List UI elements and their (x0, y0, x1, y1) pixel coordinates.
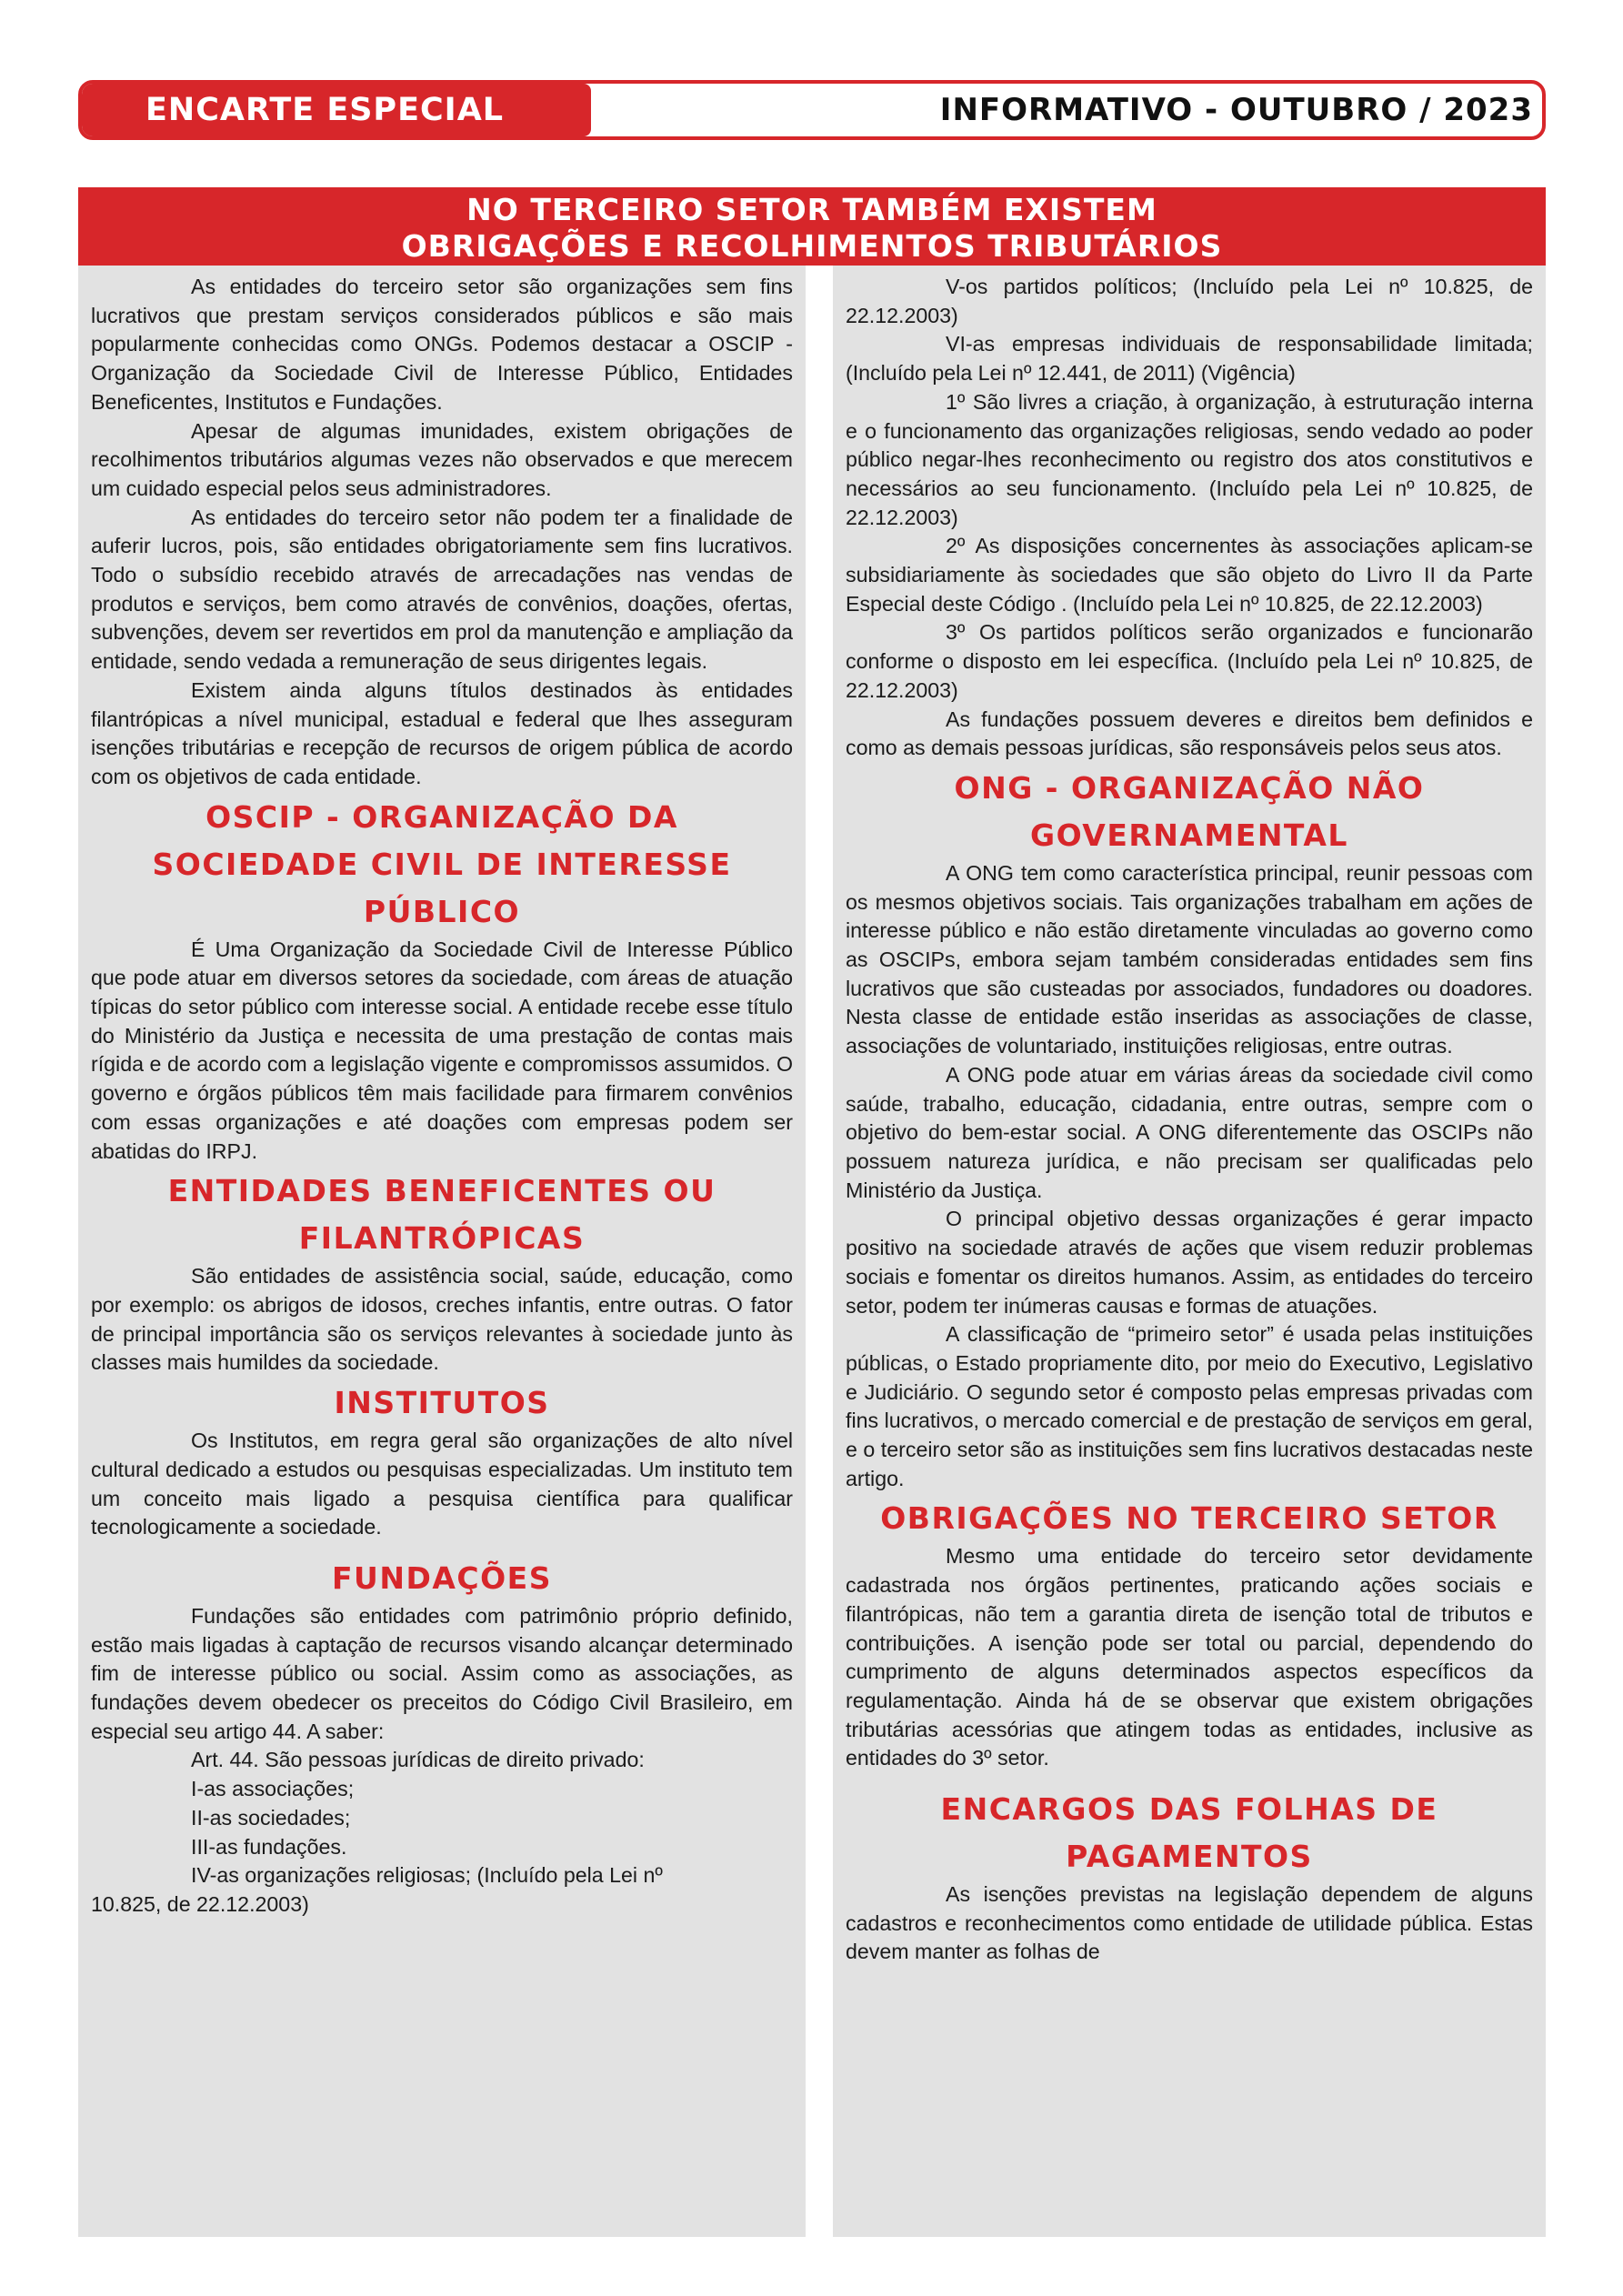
heading-line: SOCIEDADE CIVIL DE INTERESSE (152, 846, 732, 882)
paragraph: 2º As disposições concernentes às associações aplicam-se subsidiariamente às sociedades que são objeto do Livro II da Parte Especial deste Código . (Incluído pela Lei nº 10.825, de 22.12.2003) (846, 534, 1533, 616)
section-heading-institutos: INSTITUTOS (334, 1385, 550, 1421)
law-article-line: Art. 44. São pessoas jurídicas de direito privado: (191, 1748, 645, 1772)
paragraph: São entidades de assistência social, saúde, educação, como por exemplo: os abrigos de idosos, creches infantis, entre outras. O fator de principal importância são os serviços relevantes à sociedade junto às classes mais humildes da sociedade. (91, 1264, 793, 1375)
heading-line: FILANTRÓPICAS (298, 1220, 586, 1257)
paragraph: Os Institutos, em regra geral são organizações de alto nível cultural dedicado a estudos ou pesquisas especializadas. Um instituto tem um conceito mais ligado a pesquisa científica para qualificar tecnologicamente a sociedade. (91, 1429, 793, 1539)
section-heading-beneficentes (91, 1168, 793, 1262)
section-heading-encargos (846, 1786, 1533, 1880)
section-heading-oscip (91, 794, 793, 936)
law-article-line: I-as associações; (191, 1777, 355, 1801)
paragraph: 1º São livres a criação, à organização, à estruturação interna e o funcionamento das organizações religiosas, sendo vedado ao poder público negar-lhes reconhecimento ou registro dos atos constitutivos e necessários ao seu funcionamento. (Incluído pela Lei nº 10.825, de 22.12.2003) (846, 389, 1533, 529)
paragraph: As isenções previstas na legislação dependem de alguns cadastros e reconhecimentos como entidade de utilidade pública. Estas devem manter as folhas de (846, 1882, 1533, 1964)
paragraph: V-os partidos políticos; (Incluído pela Lei nº 10.825, de 22.12.2003) (846, 275, 1533, 327)
article-title-line-1: NO TERCEIRO SETOR TAMBÉM EXISTEM (466, 192, 1157, 227)
paragraph: As entidades do terceiro setor não podem ter a finalidade de auferir lucros, pois, são entidades obrigatoriamente sem fins lucrativos. Todo o subsídio recebido através de arrecadações nas vendas de produtos e serviços, bem como através de convênios, doações, ofertas, subvenções, devem ser revertidos em prol da manutenção e ampliação da entidade, sendo vedada a remuneração de seus dirigentes legais. (91, 505, 793, 674)
heading-line: ONG - ORGANIZAÇÃO NÃO (954, 769, 1425, 806)
paragraph: Existem ainda alguns títulos destinados às entidades filantrópicas a nível municipal, estadual e federal que lhes asseguram isenções tributárias e recepção de recursos de origem pública de acordo com os objetivos de cada entidade. (91, 677, 793, 788)
law-article-line: IV-as organizações religiosas; (Incluído pela Lei nº (191, 1863, 663, 1888)
paragraph: Mesmo uma entidade do terceiro setor devidamente cadastrada nos órgãos pertinentes, praticando ações sociais e filantrópicas, não tem a garantia direta de isenção total de tributos e contribuições. A isenção pode ser total ou parcial, dependendo do cumprimento de alguns determinados aspectos específicos da regulamentação. Ainda há de se observar que existem obrigações tributárias acessórias que atingem todas as entidades, inclusive as entidades do 3º setor. (846, 1544, 1533, 1770)
paragraph: A classificação de “primeiro setor” é usada pelas instituições públicas, o Estado propriamente dito, por meio do Executivo, Legislativo e Judiciário. O segundo setor é composto pelas empresas privadas com fins lucrativos, o mercado comercial e de prestação de serviços em geral, e o terceiro setor são as instituições sem fins lucrativos destacadas neste artigo. (846, 1322, 1533, 1490)
header-issue-label: INFORMATIVO - OUTUBRO / 2023 (939, 92, 1533, 128)
header-section-label: ENCARTE ESPECIAL (82, 84, 591, 136)
heading-line: OSCIP - ORGANIZAÇÃO DA (205, 798, 678, 835)
paragraph: A ONG pode atuar em várias áreas da sociedade civil como saúde, trabalho, educação, cidadania, entre outras, sempre com o objetivo do bem-estar social. A ONG diferentemente das OSCIPs não possuem natureza jurídica, e não precisam ser qualificadas pelo Ministério da Justiça. (846, 1062, 1533, 1202)
right-column (833, 266, 1546, 2237)
paragraph: As fundações possuem deveres e direitos bem definidos e como as demais pessoas jurídicas, são responsáveis pelos seus atos. (846, 707, 1533, 760)
article-title-line-2: OBRIGAÇÕES E RECOLHIMENTOS TRIBUTÁRIOS (401, 228, 1223, 264)
paragraph: VI-as empresas individuais de responsabilidade limitada; (Incluído pela Lei nº 12.441, de 2011) (Vigência) (846, 332, 1533, 386)
law-article-line: 10.825, de 22.12.2003) (91, 1891, 309, 1916)
paragraph: As entidades do terceiro setor são organizações sem fins lucrativos que prestam serviços considerados públicos e são mais popularmente conhecidas como ONGs. Podemos destacar a OSCIP - Organização da Sociedade Civil de Interesse Público, Entidades Beneficentes, Institutos e Fundações. (91, 275, 793, 414)
paragraph: O principal objetivo dessas organizações é gerar impacto positivo na sociedade através de ações que visem reduzir problemas sociais e fomentar os direitos humanos. Assim, as entidades do terceiro setor, podem ter inúmeras causas e formas de atuações. (846, 1207, 1533, 1318)
paragraph: Apesar de algumas imunidades, existem obrigações de recolhimentos tributários algumas vezes não observados e que merecem um cuidado especial pelos seus administradores. (91, 418, 793, 500)
section-heading-fundacoes: FUNDAÇÕES (332, 1559, 552, 1596)
law-article-line: II-as sociedades; (191, 1805, 351, 1830)
heading-line: ENTIDADES BENEFICENTES OU (167, 1173, 716, 1209)
section-heading-ong (846, 765, 1533, 859)
article-title-banner (78, 187, 1546, 266)
paragraph: 3º Os partidos políticos serão organizados e funcionarão conforme o disposto em lei específica. (Incluído pela Lei nº 10.825, de 22.12.2003) (846, 620, 1533, 702)
law-article-line: III-as fundações. (191, 1834, 347, 1859)
section-heading-obrigacoes: OBRIGAÇÕES NO TERCEIRO SETOR (880, 1500, 1498, 1537)
page-header (78, 80, 1546, 140)
heading-line: PÚBLICO (363, 893, 521, 929)
heading-line: PAGAMENTOS (1066, 1839, 1313, 1875)
paragraph: A ONG tem como característica principal, reunir pessoas com os mesmos objetivos sociais. Tais organizações trabalham em ações de interesse público e não estão diretamente vinculadas ao governo como as OSCIPs, embora sejam também consideradas entidades sem fins lucrativos que são custeadas por associados, fundadores ou doadores. Nesta classe de entidade estão inseridas as associações de classe, associações de voluntariado, instituições religiosas, entre outras. (846, 860, 1533, 1058)
heading-line: GOVERNAMENTAL (1030, 817, 1348, 853)
paragraph: É Uma Organização da Sociedade Civil de Interesse Público que pode atuar em diversos setores da sociedade, com áreas de atuação típicas do setor público com interesse social. A entidade recebe esse título do Ministério da Justiça e necessita de uma prestação de contas mais rígida e de acordo com a legislação vigente e compromissos assumidos. O governo e órgãos públicos têm mais facilidade para firmarem convênios com essas organizações e até doações com empresas podem ser abatidas do IRPJ. (91, 937, 793, 1163)
paragraph: Fundações são entidades com patrimônio próprio definido, estão mais ligadas à captação de recursos visando alcançar determinado fim de interesse público ou social. Assim como as associações, as fundações devem obedecer os preceitos do Código Civil Brasileiro, em especial seu artigo 44. A saber: (91, 1603, 793, 1743)
heading-line: ENCARGOS DAS FOLHAS DE (940, 1791, 1438, 1828)
left-column (78, 266, 806, 2237)
